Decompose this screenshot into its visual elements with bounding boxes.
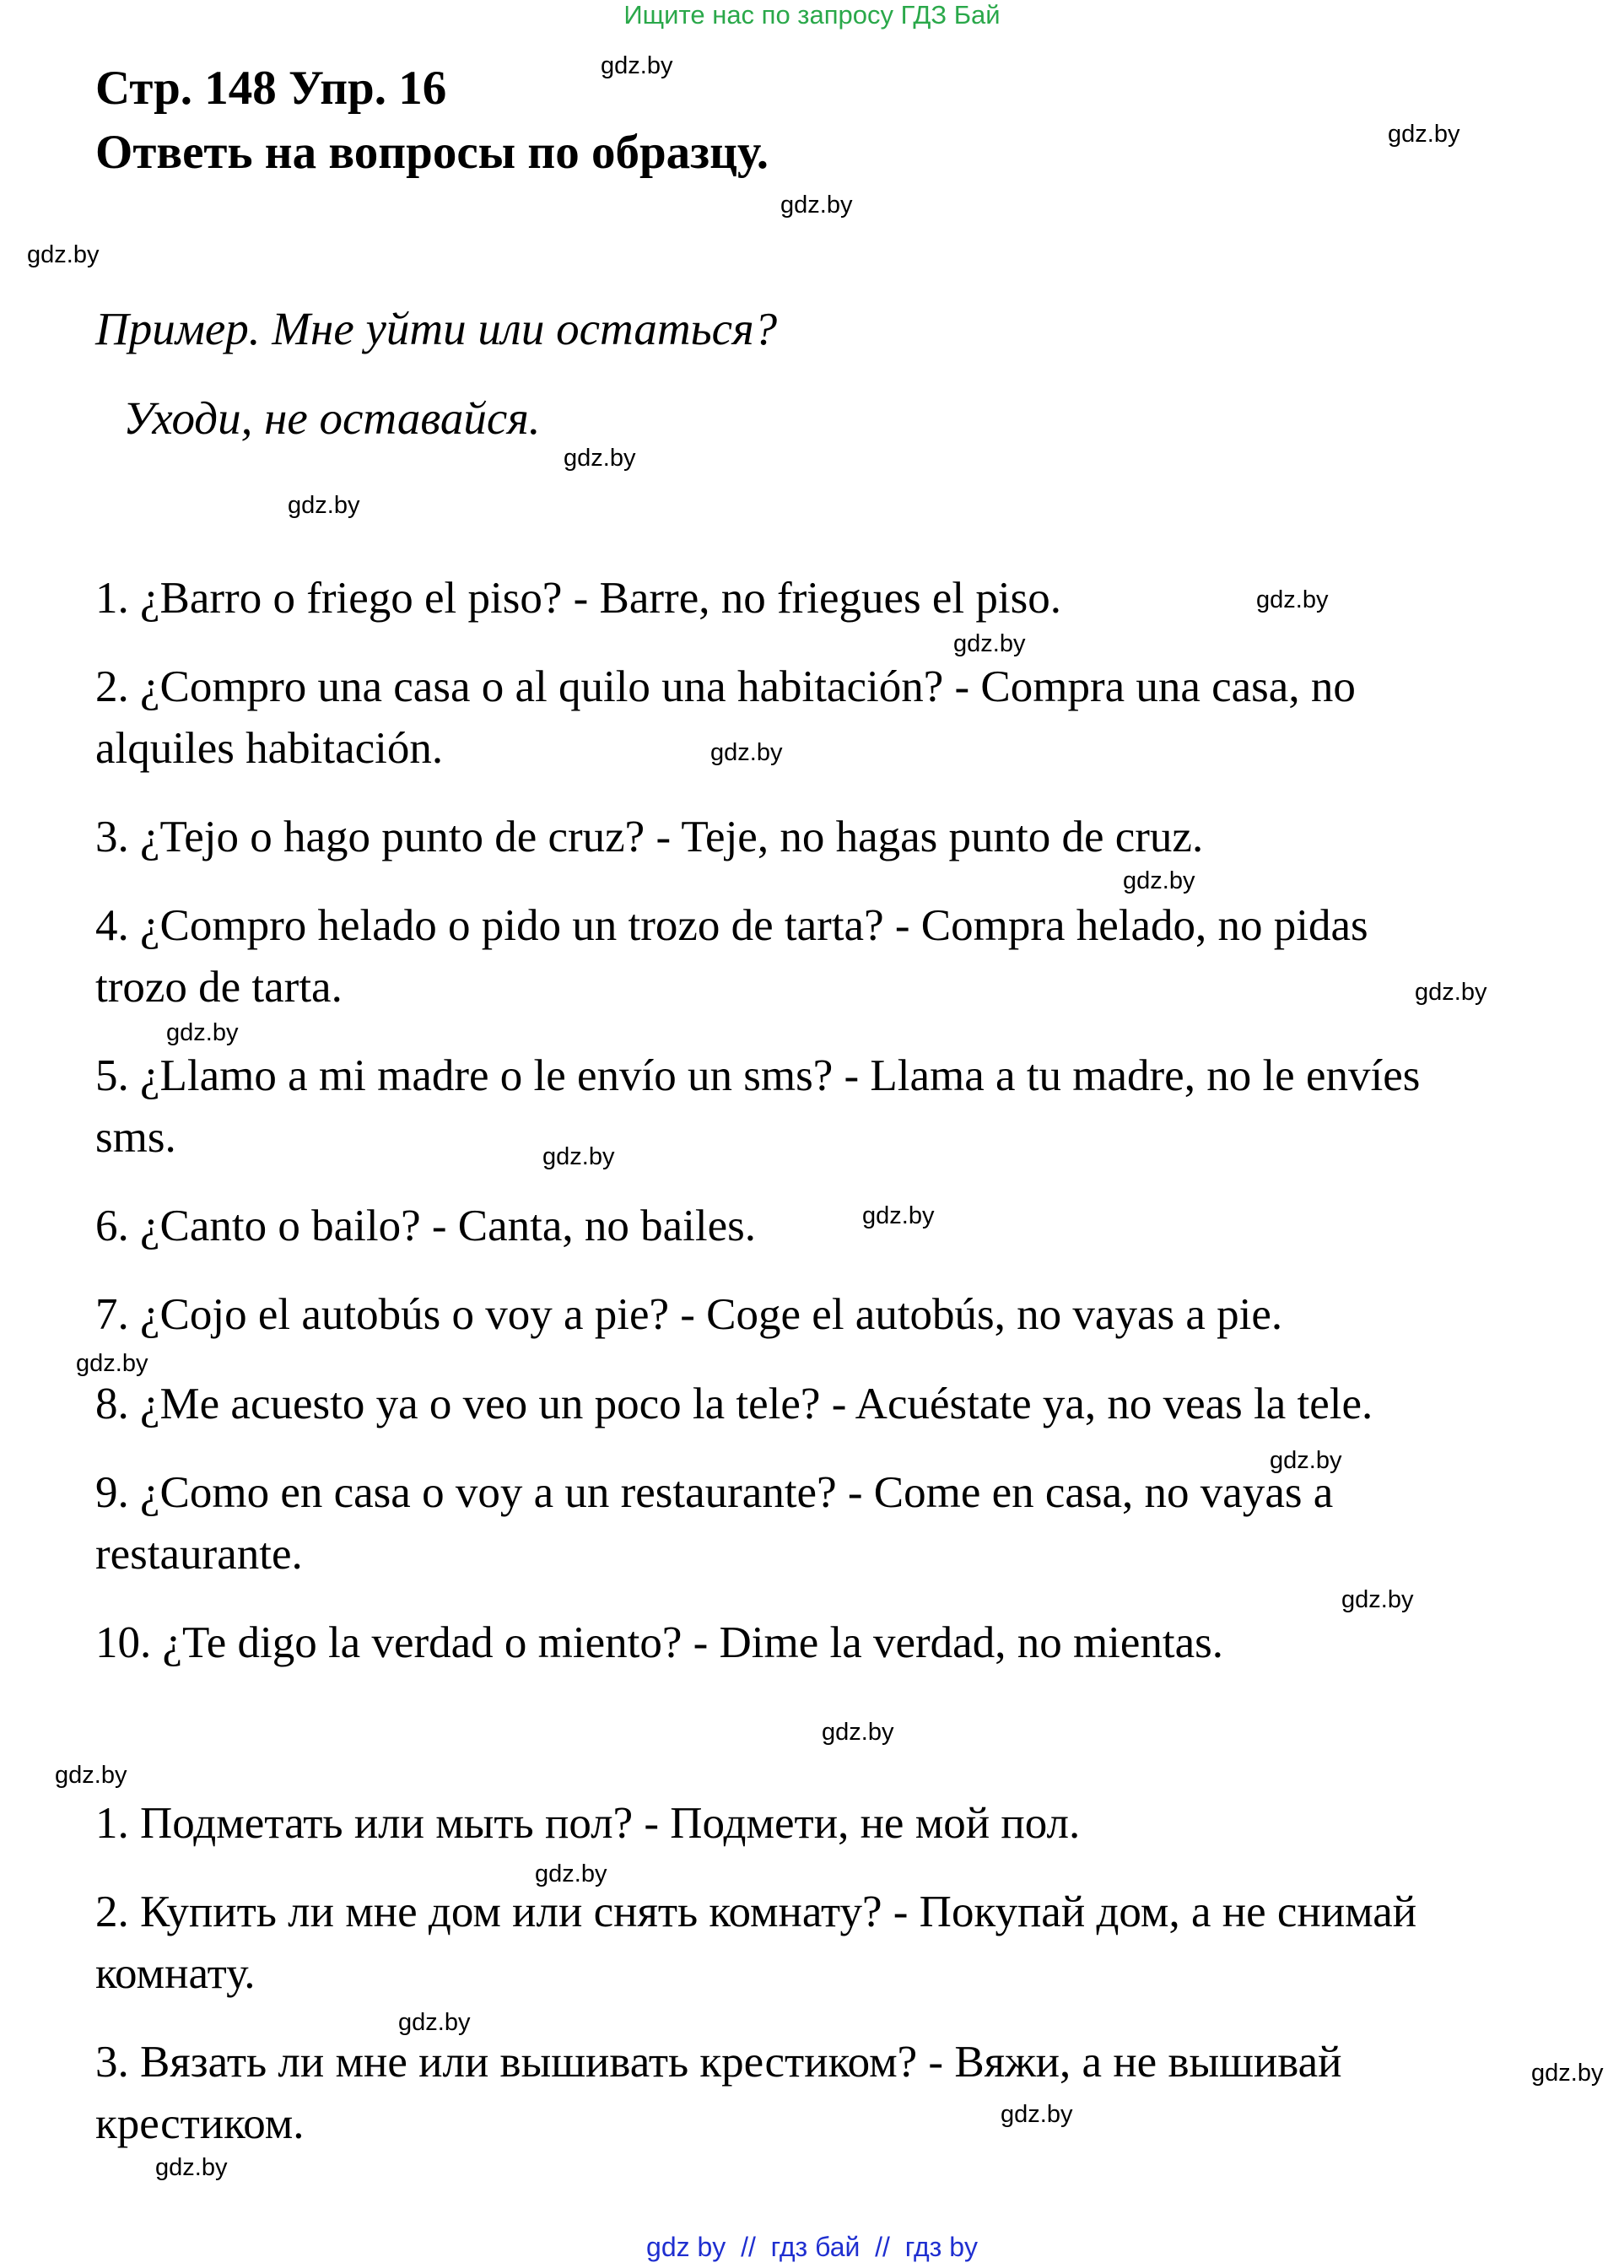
example-question: Пример. Мне уйти или остаться? — [95, 303, 778, 354]
watermark: gdz.by — [76, 1350, 148, 1377]
watermark: gdz.by — [542, 1143, 615, 1170]
footer-link-gdz-by-cyr[interactable]: гдз by — [904, 2232, 978, 2262]
watermark: gdz.by — [1415, 979, 1487, 1006]
spanish-item-8: 8. ¿Me acuesto ya o veo un poco la tele? - Acuéstate ya, no veas la tele. — [95, 1380, 1373, 1428]
footer-separator: // — [726, 2232, 771, 2262]
watermark: gdz.by — [564, 445, 636, 472]
russian-item-3-line1: 3. Вязать ли мне или вышивать крестиком? - Вяжи, а не вышивай — [95, 2038, 1342, 2087]
spanish-item-4-line1: 4. ¿Compro helado o pido un trozo de tarta? - Compra helado, no pidas — [95, 901, 1368, 950]
watermark: gdz.by — [601, 52, 673, 79]
footer-links — [0, 2232, 1624, 2263]
russian-item-2-line2: комнату. — [95, 1949, 256, 1998]
spanish-item-5-line2: sms. — [95, 1113, 176, 1162]
russian-item-1: 1. Подметать или мыть пол? - Подмети, не мой пол. — [95, 1799, 1081, 1848]
exercise-instruction: Ответь на вопросы по образцу. — [95, 126, 769, 179]
watermark: gdz.by — [1341, 1586, 1414, 1613]
spanish-item-9-line1: 9. ¿Como en casa o voy a un restaurante? - Come en casa, no vayas a — [95, 1468, 1334, 1517]
page-title: Стр. 148 Упр. 16 — [95, 62, 447, 115]
watermark: gdz.by — [1388, 121, 1460, 148]
watermark: gdz.by — [55, 1762, 127, 1789]
watermark: gdz.by — [822, 1719, 894, 1746]
footer-separator: // — [860, 2232, 905, 2262]
spanish-item-4-line2: trozo de tarta. — [95, 963, 343, 1012]
spanish-item-10: 10. ¿Te digo la verdad o miento? - Dime la verdad, no mientas. — [95, 1618, 1224, 1667]
watermark: gdz.by — [155, 2154, 228, 2181]
spanish-item-9-line2: restaurante. — [95, 1530, 303, 1579]
watermark: gdz.by — [953, 630, 1026, 657]
footer-link-gdz-by[interactable]: gdz by — [646, 2232, 726, 2262]
watermark: gdz.by — [1001, 2101, 1073, 2128]
spanish-item-1: 1. ¿Barro o friego el piso? - Barre, no friegues el piso. — [95, 574, 1062, 623]
watermark: gdz.by — [288, 492, 360, 519]
russian-item-3-line2: крестиком. — [95, 2099, 305, 2148]
watermark: gdz.by — [398, 2009, 471, 2036]
watermark: gdz.by — [710, 739, 783, 766]
watermark: gdz.by — [27, 241, 100, 268]
spanish-item-2-line1: 2. ¿Compro una casa o al quilo una habitación? - Compra una casa, no — [95, 662, 1356, 711]
watermark: gdz.by — [1256, 586, 1329, 613]
spanish-item-5-line1: 5. ¿Llamo a mi madre o le envío un sms? - Llama a tu madre, no le envíes — [95, 1051, 1421, 1100]
top-banner: Ищите нас по запросу ГДЗ Бай — [623, 0, 1001, 30]
example-answer: Уходи, не оставайся. — [123, 392, 541, 444]
watermark: gdz.by — [1270, 1447, 1342, 1474]
spanish-item-6: 6. ¿Canto o bailo? - Canta, no bailes. — [95, 1202, 757, 1250]
watermark: gdz.by — [780, 192, 853, 219]
watermark: gdz.by — [862, 1202, 935, 1229]
watermark: gdz.by — [1123, 867, 1195, 894]
watermark: gdz.by — [535, 1860, 607, 1887]
watermark: gdz.by — [1531, 2060, 1604, 2087]
spanish-item-3: 3. ¿Tejo o hago punto de cruz? - Teje, no hagas punto de cruz. — [95, 813, 1204, 861]
watermark: gdz.by — [166, 1019, 239, 1046]
footer-link-gdz-bai[interactable]: гдз бай — [770, 2232, 861, 2262]
russian-item-2-line1: 2. Купить ли мне дом или снять комнату? - Покупай дом, а не снимай — [95, 1887, 1417, 1936]
spanish-item-7: 7. ¿Cojo el autobús o voy a pie? - Coge el autobús, no vayas a pie. — [95, 1290, 1283, 1339]
spanish-item-2-line2: alquiles habitación. — [95, 724, 444, 773]
